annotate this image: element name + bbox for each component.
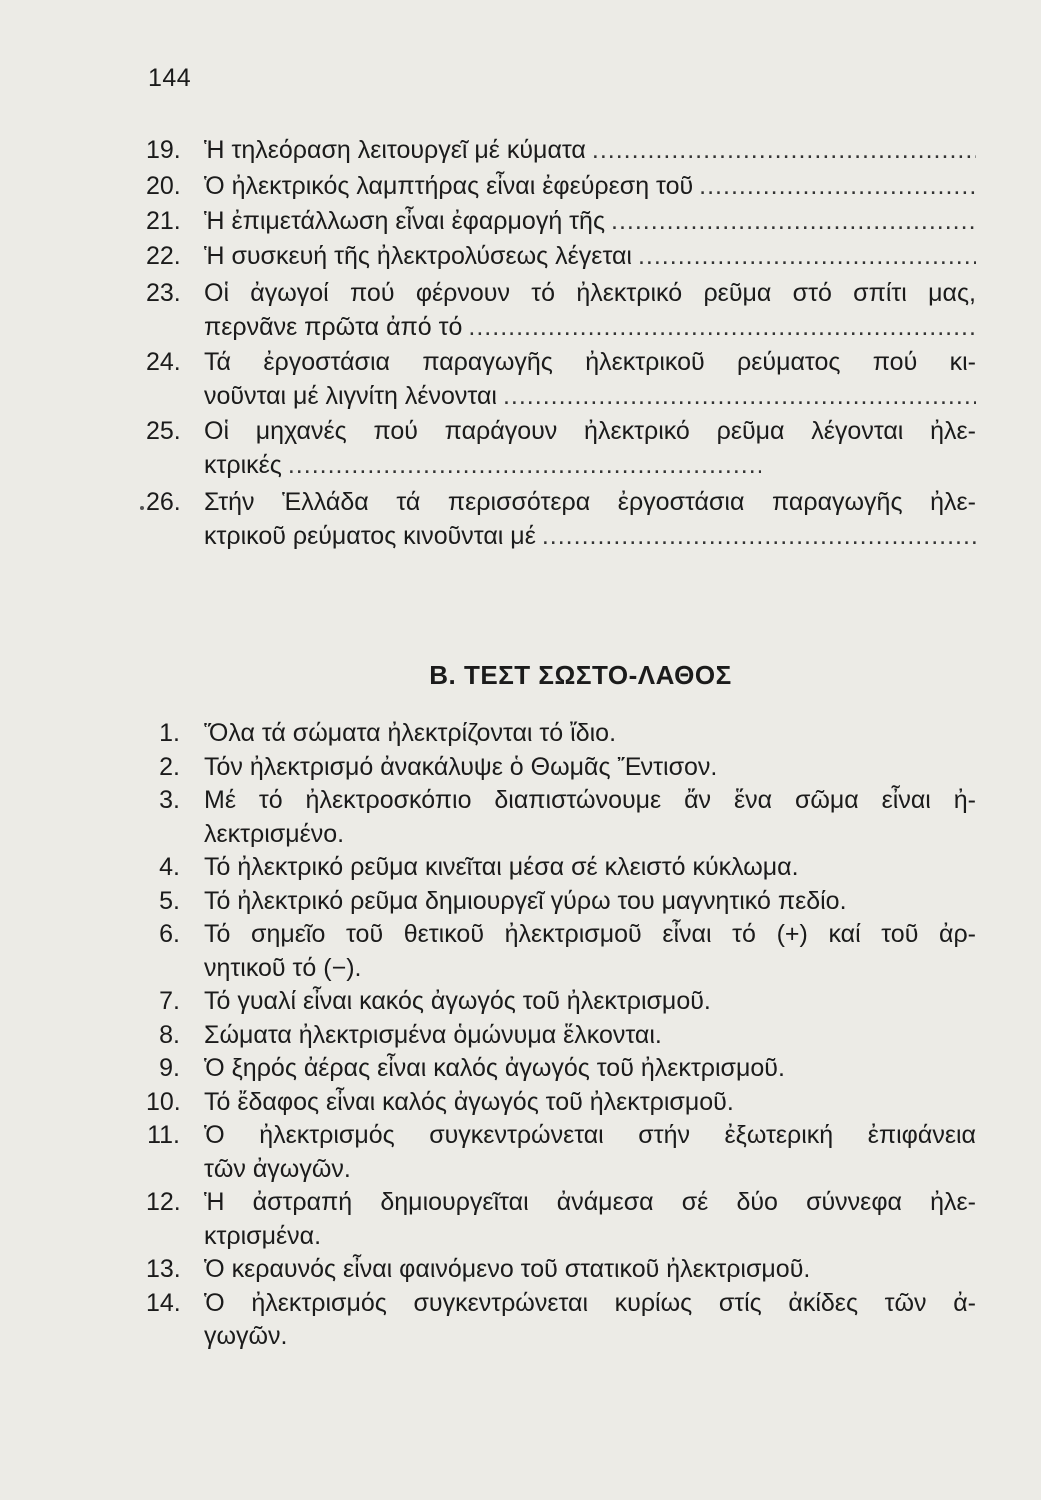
- item-text: Ἡ ἐπιμετάλλωση εἶναι ἐφαρμογή τῆς: [204, 207, 606, 235]
- item-number: 2.: [159, 752, 180, 781]
- true-false-item-5: [146, 884, 976, 918]
- blank-line[interactable]: [699, 169, 976, 203]
- item-number: 21.: [146, 207, 181, 235]
- fill-in-item-23: [146, 276, 976, 344]
- true-false-item-4: [146, 850, 976, 884]
- item-number: 19.: [146, 136, 181, 164]
- item-text-continued: τῶν ἀγωγῶν.: [204, 1154, 351, 1183]
- item-text-continued: περνᾶνε πρῶτα ἀπό τό: [204, 313, 463, 341]
- fill-in-item-21: [146, 204, 976, 238]
- blank-line[interactable]: [503, 379, 976, 413]
- true-false-item-14: [146, 1286, 976, 1353]
- true-false-item-13: [146, 1252, 976, 1286]
- blank-line[interactable]: [638, 239, 976, 273]
- item-text: Ὁ ἠλεκτρισμός συγκεντρώνεται στήν ἐξωτερική ἐπιφάνεια: [204, 1121, 976, 1149]
- item-number: 3.: [159, 786, 180, 814]
- item-text: Τά ἐργοστάσια παραγωγῆς ἠλεκτρικοῦ ρεύματος πού κι-: [204, 348, 976, 376]
- item-text: Στήν Ἑλλάδα τά περισσότερα ἐργοστάσια παραγωγῆς ἠλε-: [204, 488, 976, 516]
- item-number: 12.: [146, 1188, 181, 1216]
- true-false-item-3: [146, 783, 976, 850]
- item-number: 11.: [147, 1121, 180, 1149]
- item-text: Οἱ ἀγωγοί πού φέρνουν τό ἠλεκτρικό ρεῦμα στό σπίτι μας,: [204, 279, 976, 307]
- item-text: Τό ἠλεκτρικό ρεῦμα κινεῖται μέσα σέ κλειστό κύκλωμα.: [204, 853, 799, 881]
- item-number: 20.: [146, 172, 181, 200]
- true-false-item-1: [146, 716, 976, 750]
- item-text: Ὁ ἠλεκτρισμός συγκεντρώνεται κυρίως στίς ἀκίδες τῶν ἀ-: [204, 1288, 976, 1317]
- item-text: Ἡ τηλεόραση λειτουργεῖ μέ κύματα: [204, 136, 586, 164]
- true-false-item-12: [146, 1185, 976, 1252]
- item-number: 14.: [146, 1288, 181, 1317]
- item-text: Τό γυαλί εἶναι κακός ἀγωγός τοῦ ἠλεκτρισμοῦ.: [204, 987, 711, 1015]
- true-false-item-2: [146, 750, 976, 784]
- margin-mark: [140, 506, 144, 510]
- fill-in-item-26: [146, 485, 976, 553]
- true-false-item-7: [146, 984, 976, 1018]
- item-text: Οἱ μηχανές πού παράγουν ἠλεκτρικό ρεῦμα λέγονται ἠλε-: [204, 417, 976, 445]
- item-number: 13.: [146, 1255, 181, 1283]
- fill-in-item-25: [146, 414, 976, 482]
- item-text-continued: νοῦνται μέ λιγνίτη λένονται: [204, 382, 497, 410]
- item-text: Σώματα ἠλεκτρισμένα ὁμώνυμα ἕλκονται.: [204, 1020, 662, 1049]
- true-false-item-9: [146, 1051, 976, 1085]
- item-number: 23.: [146, 279, 181, 307]
- true-false-item-8: [146, 1018, 976, 1052]
- item-text: Τόν ἠλεκτρισμό ἀνακάλυψε ὁ Θωμᾶς Ἔντισον.: [204, 752, 718, 781]
- true-false-item-6: [146, 917, 976, 984]
- item-number: 22.: [146, 242, 181, 270]
- blank-line[interactable]: [611, 204, 976, 238]
- item-text-continued: κτρικοῦ ρεύματος κινοῦνται μέ: [204, 522, 536, 550]
- item-text: Ἡ ἀστραπή δημιουργεῖται ἀνάμεσα σέ δύο σύννεφα ἠλε-: [204, 1188, 976, 1216]
- item-text-continued: κτρικές: [204, 451, 282, 479]
- item-text-continued: κτρισμένα.: [204, 1221, 322, 1250]
- blank-line[interactable]: [592, 133, 976, 167]
- fill-in-item-20: [146, 169, 976, 203]
- item-text: Τό ἠλεκτρικό ρεῦμα δημιουργεῖ γύρω του μαγνητικό πεδίο.: [204, 886, 847, 915]
- item-number: 24.: [146, 348, 181, 376]
- blank-line[interactable]: [542, 519, 976, 553]
- page-number: 144: [148, 64, 192, 92]
- item-number: 8.: [159, 1020, 180, 1049]
- blank-line[interactable]: [468, 310, 976, 344]
- item-text-continued: γωγῶν.: [204, 1322, 288, 1350]
- item-text-continued: λεκτρισμένο.: [204, 819, 345, 848]
- item-text: Τό ἔδαφος εἶναι καλός ἀγωγός τοῦ ἠλεκτρισμοῦ.: [204, 1087, 734, 1116]
- item-number: 6.: [159, 920, 180, 948]
- blank-line[interactable]: [288, 448, 761, 482]
- item-text: Τό σημεῖο τοῦ θετικοῦ ἠλεκτρισμοῦ εἶναι τό (+) καί τοῦ ἀρ-: [204, 920, 976, 948]
- fill-in-item-22: [146, 239, 976, 273]
- item-text: Ὅλα τά σώματα ἠλεκτρίζονται τό ἴδιο.: [204, 719, 617, 747]
- item-number: 9.: [159, 1054, 180, 1082]
- section-heading: Β. ΤΕΣΤ ΣΩΣΤΟ-ΛΑΘΟΣ: [429, 660, 732, 690]
- item-number: 4.: [159, 853, 180, 881]
- fill-in-item-19: [146, 133, 976, 167]
- item-text: Ὁ κεραυνός εἶναι φαινόμενο τοῦ στατικοῦ ἠλεκτρισμοῦ.: [204, 1255, 811, 1283]
- item-text: Ὁ ξηρός ἀέρας εἶναι καλός ἀγωγός τοῦ ἠλεκτρισμοῦ.: [204, 1054, 785, 1082]
- item-number: 25.: [146, 417, 181, 445]
- item-number: 7.: [159, 987, 180, 1015]
- item-number: 1.: [159, 719, 180, 747]
- item-text: Ἡ συσκευή τῆς ἠλεκτρολύσεως λέγεται: [204, 242, 632, 270]
- true-false-item-11: [146, 1118, 976, 1185]
- item-text: Ὁ ἠλεκτρικός λαμπτήρας εἶναι ἐφεύρεση τοῦ: [204, 172, 694, 200]
- item-number: 5.: [159, 886, 180, 915]
- fill-in-item-24: [146, 345, 976, 413]
- item-text: Μέ τό ἠλεκτροσκόπιο διαπιστώνουμε ἄν ἕνα σῶμα εἶναι ἠ-: [204, 786, 976, 814]
- item-number: 26.: [146, 488, 181, 516]
- item-text-continued: νητικοῦ τό (−).: [204, 953, 362, 982]
- item-number: 10.: [146, 1087, 181, 1116]
- true-false-item-10: [146, 1085, 976, 1119]
